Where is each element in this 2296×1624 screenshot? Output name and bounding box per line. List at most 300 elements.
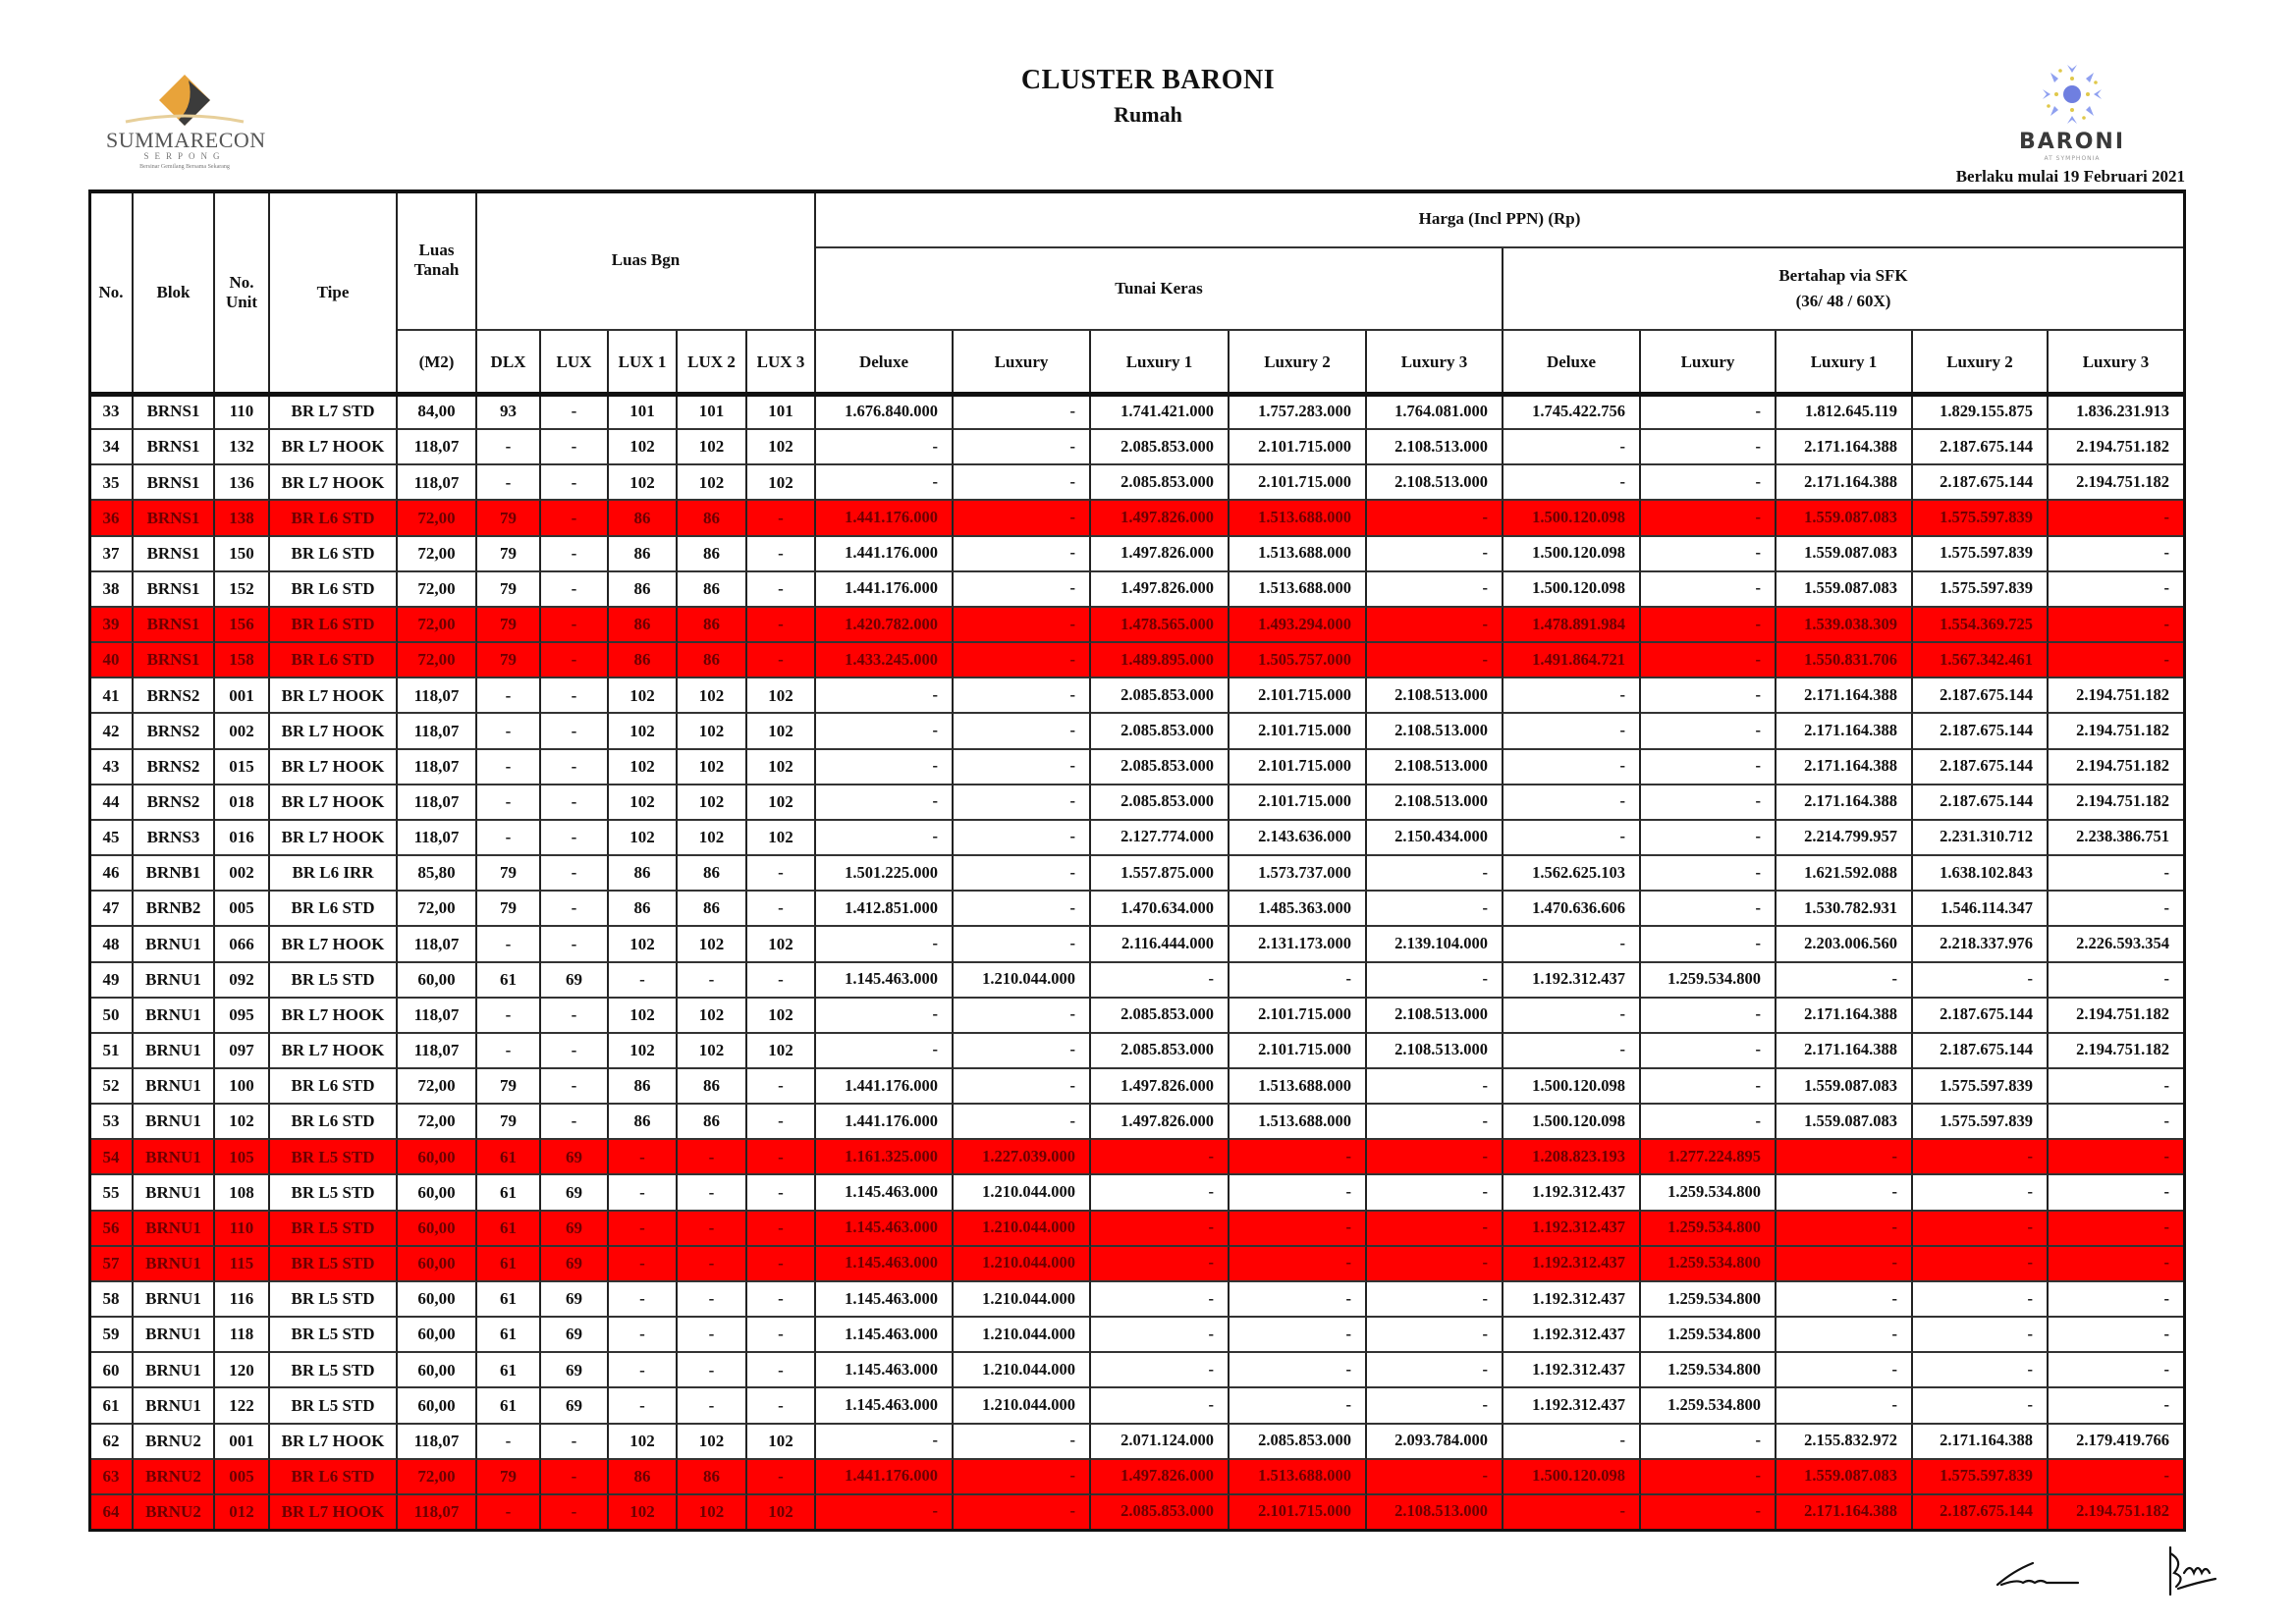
cell-luas-bgn: - <box>541 785 609 821</box>
cell-no: 42 <box>90 714 134 749</box>
cell-luas-bgn: 86 <box>678 856 747 892</box>
cell-tunai-price: 1.420.782.000 <box>816 608 954 643</box>
cell-no: 47 <box>90 892 134 927</box>
cell-blok: BRNS3 <box>134 821 215 856</box>
cell-tunai-price: 1.497.826.000 <box>1091 1069 1230 1105</box>
cell-luas-bgn: - <box>477 465 541 501</box>
cell-sfk-price: - <box>1777 1175 1913 1211</box>
cell-sfk-price: - <box>1913 1282 2049 1318</box>
cell-sfk-price: 2.194.751.182 <box>2049 1495 2185 1531</box>
cell-sfk-price: 2.194.751.182 <box>2049 1034 2185 1069</box>
cell-tunai-price: 2.139.104.000 <box>1367 927 1503 962</box>
cell-luas-bgn: 102 <box>747 1034 816 1069</box>
cell-blok: BRNU1 <box>134 1105 215 1140</box>
cell-luas-tanah: 72,00 <box>398 892 477 927</box>
cell-tunai-price: - <box>816 1425 954 1460</box>
cell-luas-bgn: 86 <box>678 892 747 927</box>
cell-luas-bgn: - <box>477 1034 541 1069</box>
table-rule <box>88 189 2186 193</box>
cell-unit: 005 <box>215 1460 270 1495</box>
header-tunai-col: Luxury <box>954 331 1091 395</box>
cell-luas-tanah: 60,00 <box>398 963 477 999</box>
cell-sfk-price: - <box>1913 1353 2049 1388</box>
cell-luas-bgn: - <box>747 1353 816 1388</box>
cell-unit: 156 <box>215 608 270 643</box>
cell-tunai-price: 1.497.826.000 <box>1091 1105 1230 1140</box>
cell-blok: BRNS2 <box>134 750 215 785</box>
cell-luas-bgn: - <box>678 1388 747 1424</box>
cell-tunai-price: - <box>816 999 954 1034</box>
cell-tunai-price: - <box>1091 1282 1230 1318</box>
cell-luas-bgn: 101 <box>609 395 678 430</box>
cell-luas-bgn: - <box>678 963 747 999</box>
cell-luas-bgn: - <box>541 714 609 749</box>
header-sfk-terms: (36/ 48 / 60X) <box>1795 292 1891 310</box>
cell-tunai-price: 2.131.173.000 <box>1230 927 1367 962</box>
cell-luas-bgn: 61 <box>477 1212 541 1247</box>
cell-tunai-price: 2.127.774.000 <box>1091 821 1230 856</box>
cell-tunai-price: 1.489.895.000 <box>1091 643 1230 678</box>
cell-unit: 150 <box>215 537 270 572</box>
cell-unit: 002 <box>215 856 270 892</box>
cell-no: 41 <box>90 678 134 714</box>
cell-tipe: BR L7 HOOK <box>270 430 398 465</box>
cell-unit: 100 <box>215 1069 270 1105</box>
cell-sfk-price: - <box>1503 785 1641 821</box>
header-tipe: Tipe <box>270 191 398 395</box>
cell-luas-bgn: - <box>541 856 609 892</box>
cell-tipe: BR L6 STD <box>270 608 398 643</box>
cell-luas-bgn: - <box>609 1247 678 1282</box>
cell-luas-bgn: 69 <box>541 1247 609 1282</box>
cell-sfk-price: - <box>1641 643 1777 678</box>
cell-tunai-price: 1.513.688.000 <box>1230 572 1367 608</box>
cell-sfk-price: - <box>1641 927 1777 962</box>
cell-sfk-price: 1.546.114.347 <box>1913 892 2049 927</box>
cell-tunai-price: 2.085.853.000 <box>1091 465 1230 501</box>
cell-luas-tanah: 72,00 <box>398 572 477 608</box>
cell-luas-bgn: 93 <box>477 395 541 430</box>
cell-luas-bgn: - <box>477 1495 541 1531</box>
cell-sfk-price: - <box>1641 999 1777 1034</box>
cell-luas-bgn: - <box>609 1140 678 1175</box>
cell-tunai-price: 1.145.463.000 <box>816 1388 954 1424</box>
cell-sfk-price: - <box>1777 1388 1913 1424</box>
cell-blok: BRNB2 <box>134 892 215 927</box>
cell-no: 60 <box>90 1353 134 1388</box>
cell-tipe: BR L7 HOOK <box>270 1034 398 1069</box>
cell-luas-bgn: 86 <box>678 608 747 643</box>
cell-tunai-price: 1.441.176.000 <box>816 1105 954 1140</box>
cell-luas-bgn: - <box>541 430 609 465</box>
cell-luas-tanah: 118,07 <box>398 465 477 501</box>
effective-date: Berlaku mulai 19 Februari 2021 <box>1955 167 2185 186</box>
cell-luas-bgn: 86 <box>609 1460 678 1495</box>
cell-unit: 110 <box>215 1212 270 1247</box>
cell-unit: 097 <box>215 1034 270 1069</box>
cell-luas-bgn: - <box>477 714 541 749</box>
cell-luas-bgn: - <box>609 1175 678 1211</box>
cell-luas-bgn: 102 <box>609 678 678 714</box>
cell-blok: BRNU1 <box>134 1140 215 1175</box>
cell-luas-bgn: - <box>747 643 816 678</box>
cell-luas-bgn: 102 <box>609 1034 678 1069</box>
cell-tunai-price: - <box>954 608 1091 643</box>
cell-tipe: BR L5 STD <box>270 1318 398 1353</box>
cell-sfk-price: 1.259.534.800 <box>1641 1212 1777 1247</box>
cell-sfk-price: 1.562.625.103 <box>1503 856 1641 892</box>
cell-tunai-price: - <box>1367 1247 1503 1282</box>
cell-sfk-price: 2.187.675.144 <box>1913 1034 2049 1069</box>
cell-tunai-price: 1.513.688.000 <box>1230 1105 1367 1140</box>
cell-sfk-price: - <box>1641 1495 1777 1531</box>
header-tunai-col: Luxury 2 <box>1230 331 1367 395</box>
cell-luas-bgn: 102 <box>747 1495 816 1531</box>
cell-tunai-price: - <box>816 821 954 856</box>
cell-luas-bgn: - <box>747 572 816 608</box>
cell-tunai-price: 2.116.444.000 <box>1091 927 1230 962</box>
cell-sfk-price: - <box>1641 714 1777 749</box>
cell-sfk-price: 1.259.534.800 <box>1641 1175 1777 1211</box>
cell-no: 63 <box>90 1460 134 1495</box>
cell-tunai-price: - <box>816 785 954 821</box>
cell-tunai-price: - <box>1091 1353 1230 1388</box>
cell-sfk-price: 1.208.823.193 <box>1503 1140 1641 1175</box>
cell-luas-tanah: 118,07 <box>398 430 477 465</box>
cell-luas-tanah: 84,00 <box>398 395 477 430</box>
cell-luas-bgn: 69 <box>541 1353 609 1388</box>
cell-luas-bgn: 86 <box>678 572 747 608</box>
cell-luas-bgn: 86 <box>609 537 678 572</box>
cell-sfk-price: 1.539.038.309 <box>1777 608 1913 643</box>
cell-luas-tanah: 118,07 <box>398 678 477 714</box>
cell-tunai-price: 2.101.715.000 <box>1230 430 1367 465</box>
cell-unit: 138 <box>215 501 270 536</box>
cell-sfk-price: - <box>1641 1105 1777 1140</box>
cell-tunai-price: - <box>954 465 1091 501</box>
cell-sfk-price: 1.259.534.800 <box>1641 963 1777 999</box>
cell-tunai-price: 1.505.757.000 <box>1230 643 1367 678</box>
cell-sfk-price: - <box>1641 465 1777 501</box>
cell-no: 39 <box>90 608 134 643</box>
cell-tipe: BR L7 HOOK <box>270 750 398 785</box>
cell-unit: 115 <box>215 1247 270 1282</box>
cell-tunai-price: 1.513.688.000 <box>1230 537 1367 572</box>
cell-luas-bgn: - <box>747 1460 816 1495</box>
cell-sfk-price: - <box>1777 963 1913 999</box>
cell-tunai-price: - <box>954 999 1091 1034</box>
cell-luas-bgn: 102 <box>678 1495 747 1531</box>
cell-sfk-price: 1.638.102.843 <box>1913 856 2049 892</box>
cell-sfk-price: 1.812.645.119 <box>1777 395 1913 430</box>
cell-tunai-price: 2.101.715.000 <box>1230 678 1367 714</box>
cell-tunai-price: - <box>1367 608 1503 643</box>
signature-2-icon <box>2160 1543 2229 1602</box>
cell-sfk-price: - <box>2049 856 2185 892</box>
cell-luas-bgn: 79 <box>477 608 541 643</box>
cell-tipe: BR L6 IRR <box>270 856 398 892</box>
cell-luas-bgn: 86 <box>678 501 747 536</box>
cell-tipe: BR L6 STD <box>270 1105 398 1140</box>
cell-tunai-price: 1.573.737.000 <box>1230 856 1367 892</box>
cell-sfk-price: 2.187.675.144 <box>1913 1495 2049 1531</box>
cell-tipe: BR L7 HOOK <box>270 821 398 856</box>
cell-tunai-price: - <box>954 785 1091 821</box>
cell-tunai-price: 1.145.463.000 <box>816 963 954 999</box>
cell-luas-bgn: 102 <box>747 785 816 821</box>
cell-tunai-price: 2.108.513.000 <box>1367 1034 1503 1069</box>
cell-luas-bgn: 102 <box>678 678 747 714</box>
cell-luas-bgn: 102 <box>678 927 747 962</box>
cell-sfk-price: - <box>1913 1212 2049 1247</box>
cell-tunai-price: - <box>954 821 1091 856</box>
cell-sfk-price: - <box>1777 1247 1913 1282</box>
header-luas-bgn-col: LUX 3 <box>747 331 816 395</box>
cell-tunai-price: - <box>1230 963 1367 999</box>
cell-tipe: BR L6 STD <box>270 1460 398 1495</box>
cell-luas-bgn: - <box>541 572 609 608</box>
cell-blok: BRNS1 <box>134 608 215 643</box>
cell-sfk-price: - <box>1641 537 1777 572</box>
cell-no: 55 <box>90 1175 134 1211</box>
cell-sfk-price: - <box>2049 1212 2185 1247</box>
summarecon-tagline: Bersinar Gemilang Bersama Sekarang <box>139 164 230 170</box>
cell-luas-tanah: 72,00 <box>398 501 477 536</box>
cell-no: 64 <box>90 1495 134 1531</box>
cell-luas-bgn: 102 <box>609 750 678 785</box>
cell-sfk-price: 1.829.155.875 <box>1913 395 2049 430</box>
cell-tunai-price: 1.493.294.000 <box>1230 608 1367 643</box>
cell-luas-bgn: - <box>678 1212 747 1247</box>
cell-luas-bgn: - <box>541 1460 609 1495</box>
cell-tunai-price: 2.108.513.000 <box>1367 465 1503 501</box>
cell-tunai-price: 2.085.853.000 <box>1091 1034 1230 1069</box>
cell-sfk-price: - <box>2049 501 2185 536</box>
cell-sfk-price: 1.559.087.083 <box>1777 501 1913 536</box>
cell-luas-bgn: - <box>747 1175 816 1211</box>
cell-sfk-price: 1.192.312.437 <box>1503 1247 1641 1282</box>
cell-tunai-price: 2.108.513.000 <box>1367 714 1503 749</box>
cell-tunai-price: - <box>954 1425 1091 1460</box>
cell-tunai-price: 2.101.715.000 <box>1230 465 1367 501</box>
cell-tipe: BR L6 STD <box>270 572 398 608</box>
cell-tunai-price: - <box>1367 856 1503 892</box>
cell-luas-bgn: 86 <box>678 643 747 678</box>
cell-luas-bgn: - <box>541 999 609 1034</box>
cell-sfk-price: 1.500.120.098 <box>1503 1105 1641 1140</box>
cell-unit: 116 <box>215 1282 270 1318</box>
cell-tunai-price: - <box>1091 963 1230 999</box>
cell-luas-bgn: - <box>541 1425 609 1460</box>
cell-tunai-price: - <box>1230 1353 1367 1388</box>
header-tunai-col: Luxury 3 <box>1367 331 1503 395</box>
cell-tunai-price: - <box>954 927 1091 962</box>
cell-tunai-price: 1.441.176.000 <box>816 1460 954 1495</box>
cell-luas-bgn: - <box>747 1212 816 1247</box>
cell-tunai-price: - <box>954 1460 1091 1495</box>
cell-tunai-price: 1.513.688.000 <box>1230 501 1367 536</box>
cell-tunai-price: 1.513.688.000 <box>1230 1460 1367 1495</box>
cell-tunai-price: - <box>816 1495 954 1531</box>
header-luas-tanah-unit: (M2) <box>398 331 477 395</box>
cell-luas-bgn: 102 <box>609 714 678 749</box>
header-luas-bgn-col: LUX 1 <box>609 331 678 395</box>
cell-tunai-price: - <box>816 750 954 785</box>
cell-blok: BRNS1 <box>134 537 215 572</box>
header-no: No. <box>90 191 134 395</box>
cell-luas-bgn: - <box>541 1034 609 1069</box>
cell-no: 58 <box>90 1282 134 1318</box>
cell-sfk-price: 1.559.087.083 <box>1777 1460 1913 1495</box>
cell-tunai-price: 2.085.853.000 <box>1091 785 1230 821</box>
cell-luas-bgn: - <box>541 927 609 962</box>
header-sfk-col: Luxury 2 <box>1913 331 2049 395</box>
cell-sfk-price: 1.277.224.895 <box>1641 1140 1777 1175</box>
cell-luas-tanah: 60,00 <box>398 1282 477 1318</box>
cell-luas-bgn: - <box>678 1353 747 1388</box>
cell-luas-bgn: 79 <box>477 856 541 892</box>
cell-luas-bgn: - <box>541 501 609 536</box>
cell-sfk-price: 2.194.751.182 <box>2049 678 2185 714</box>
cell-tunai-price: 1.412.851.000 <box>816 892 954 927</box>
cell-tunai-price: - <box>1367 537 1503 572</box>
cell-tipe: BR L6 STD <box>270 1069 398 1105</box>
cell-blok: BRNU1 <box>134 963 215 999</box>
cell-sfk-price: 2.187.675.144 <box>1913 750 2049 785</box>
cell-tunai-price: 2.108.513.000 <box>1367 1495 1503 1531</box>
cell-luas-bgn: 102 <box>678 999 747 1034</box>
cell-sfk-price: 1.554.369.725 <box>1913 608 2049 643</box>
cell-luas-tanah: 60,00 <box>398 1318 477 1353</box>
cell-luas-bgn: 61 <box>477 963 541 999</box>
cell-no: 40 <box>90 643 134 678</box>
cell-no: 35 <box>90 465 134 501</box>
cell-unit: 001 <box>215 678 270 714</box>
cell-blok: BRNU1 <box>134 1282 215 1318</box>
cell-sfk-price: 1.621.592.088 <box>1777 856 1913 892</box>
cell-luas-bgn: 86 <box>609 856 678 892</box>
header-sfk-col: Luxury 1 <box>1777 331 1913 395</box>
header-sfk <box>1503 248 2185 331</box>
cell-unit: 120 <box>215 1353 270 1388</box>
cell-luas-bgn: 102 <box>609 1495 678 1531</box>
cell-tipe: BR L7 HOOK <box>270 1495 398 1531</box>
cell-blok: BRNU1 <box>134 1034 215 1069</box>
cell-tunai-price: - <box>1367 1140 1503 1175</box>
cell-tunai-price: - <box>1367 1460 1503 1495</box>
cell-tunai-price: - <box>954 714 1091 749</box>
cell-luas-tanah: 60,00 <box>398 1247 477 1282</box>
cell-luas-bgn: 102 <box>609 1425 678 1460</box>
cell-luas-bgn: - <box>678 1318 747 1353</box>
cell-sfk-price: 1.192.312.437 <box>1503 1212 1641 1247</box>
cell-tunai-price: - <box>954 678 1091 714</box>
cell-sfk-price: - <box>2049 1175 2185 1211</box>
cell-luas-tanah: 72,00 <box>398 1069 477 1105</box>
cell-luas-bgn: 102 <box>678 785 747 821</box>
cell-sfk-price: 2.171.164.388 <box>1777 785 1913 821</box>
cell-luas-tanah: 118,07 <box>398 785 477 821</box>
cell-luas-tanah: 60,00 <box>398 1140 477 1175</box>
cell-blok: BRNS1 <box>134 572 215 608</box>
cell-sfk-price: - <box>2049 892 2185 927</box>
cell-tunai-price: - <box>1230 1318 1367 1353</box>
cell-sfk-price: 1.500.120.098 <box>1503 1460 1641 1495</box>
cell-sfk-price: 1.470.636.606 <box>1503 892 1641 927</box>
cell-sfk-price: 2.226.593.354 <box>2049 927 2185 962</box>
cell-unit: 152 <box>215 572 270 608</box>
header-luas-tanah: Luas Tanah <box>398 191 477 331</box>
cell-luas-bgn: 86 <box>678 1069 747 1105</box>
page-title: CLUSTER BARONI <box>1020 65 1276 95</box>
cell-tunai-price: 1.497.826.000 <box>1091 572 1230 608</box>
cell-luas-bgn: 61 <box>477 1388 541 1424</box>
cell-luas-bgn: 102 <box>678 1034 747 1069</box>
cell-tunai-price: 2.071.124.000 <box>1091 1425 1230 1460</box>
cell-blok: BRNU1 <box>134 1353 215 1388</box>
cell-unit: 092 <box>215 963 270 999</box>
cell-tunai-price: - <box>1091 1318 1230 1353</box>
cell-unit: 066 <box>215 927 270 962</box>
cell-tunai-price: 2.108.513.000 <box>1367 785 1503 821</box>
cell-tipe: BR L5 STD <box>270 1212 398 1247</box>
cell-sfk-price: 1.530.782.931 <box>1777 892 1913 927</box>
cell-blok: BRNU1 <box>134 1069 215 1105</box>
cell-tunai-price: - <box>816 927 954 962</box>
cell-luas-bgn: - <box>678 1282 747 1318</box>
cell-tunai-price: - <box>954 1034 1091 1069</box>
cell-luas-bgn: 102 <box>747 465 816 501</box>
cell-luas-bgn: 86 <box>678 1460 747 1495</box>
cell-luas-bgn: 69 <box>541 1318 609 1353</box>
cell-tunai-price: - <box>1367 643 1503 678</box>
cell-no: 59 <box>90 1318 134 1353</box>
cell-luas-bgn: 61 <box>477 1282 541 1318</box>
cell-tunai-price: - <box>954 643 1091 678</box>
cell-unit: 001 <box>215 1425 270 1460</box>
cell-no: 43 <box>90 750 134 785</box>
cell-tunai-price: - <box>1230 1140 1367 1175</box>
cell-sfk-price: - <box>1503 1495 1641 1531</box>
cell-sfk-price: - <box>2049 537 2185 572</box>
cell-luas-bgn: 61 <box>477 1318 541 1353</box>
cell-sfk-price: 1.500.120.098 <box>1503 572 1641 608</box>
baroni-sub: AT SYMPHONIA <box>2044 155 2101 162</box>
cell-unit: 108 <box>215 1175 270 1211</box>
cell-luas-bgn: 102 <box>678 430 747 465</box>
cell-luas-bgn: 69 <box>541 1388 609 1424</box>
cell-unit: 158 <box>215 643 270 678</box>
cell-tunai-price: 2.101.715.000 <box>1230 999 1367 1034</box>
cell-tunai-price: 1.210.044.000 <box>954 1247 1091 1282</box>
cell-sfk-price: - <box>1503 430 1641 465</box>
cell-luas-tanah: 60,00 <box>398 1175 477 1211</box>
cell-tunai-price: - <box>1091 1175 1230 1211</box>
cell-tunai-price: 2.085.853.000 <box>1091 430 1230 465</box>
cell-sfk-price: - <box>2049 1388 2185 1424</box>
cell-tunai-price: 1.557.875.000 <box>1091 856 1230 892</box>
cell-sfk-price: - <box>2049 963 2185 999</box>
cell-luas-bgn: - <box>541 892 609 927</box>
cell-tunai-price: 1.441.176.000 <box>816 501 954 536</box>
cell-tunai-price: 1.227.039.000 <box>954 1140 1091 1175</box>
cell-sfk-price: - <box>1641 821 1777 856</box>
cell-sfk-price: - <box>2049 1105 2185 1140</box>
cell-blok: BRNS2 <box>134 785 215 821</box>
cell-tunai-price: - <box>1367 572 1503 608</box>
cell-tipe: BR L5 STD <box>270 963 398 999</box>
cell-sfk-price: 2.194.751.182 <box>2049 714 2185 749</box>
